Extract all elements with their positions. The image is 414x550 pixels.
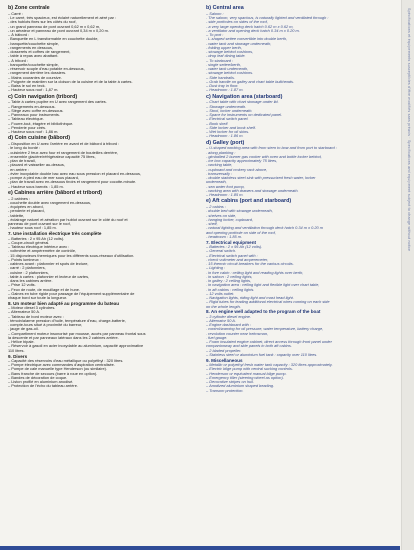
- spec-line: – À bâbord :: [8, 33, 30, 38]
- spec-line: – Tableau électrique.: [8, 117, 44, 122]
- spec-line: – 2 cabines :: [8, 196, 31, 201]
- section-title: c) Coin navigation (tribord): [8, 93, 78, 100]
- spec-line: – Capacité des réservoirs d'eau métallique ou polyéthyl : 320 litres.: [8, 358, 124, 363]
- spec-line: - a very large opening deck hatch 0.62 m x 0.62 m,: [206, 24, 294, 29]
- spec-line: - penderie et placard,: [8, 209, 45, 214]
- section-title: c) Navigation area (starboard): [206, 93, 283, 100]
- spec-line: – Headroom : 1.87 m.: [206, 88, 244, 93]
- spec-line: - hauteur sous roof : 1,85 m.: [8, 226, 57, 231]
- section-title: 9. Divers: [8, 353, 28, 359]
- spec-line: – Penderie pour cirés.: [8, 125, 47, 130]
- spec-line: – Stainless steel or aluminium fuel tank : capacity over 110 litres.: [206, 352, 318, 357]
- spec-line: – Tableau de bord moteur avec :: [8, 314, 64, 319]
- spec-line: - rangement derrière les dossiers.: [8, 71, 67, 76]
- spec-line: la descente et par panneaux latéraux dans les 2 cabines arrière.: [8, 335, 119, 340]
- bottom-accent-bar: [0, 546, 400, 550]
- spec-line: – Metallic or polyethyl fresh water tank capacity : 320 litres approximately.: [206, 363, 333, 368]
- spec-line: – Alternateur 50 A.: [8, 310, 41, 315]
- spec-line: - plan de travail avec en-dessous tiroirs et rangement pour cocotte-minute.: [8, 180, 137, 185]
- spec-line: – Bandes de décoration de coque.: [8, 375, 68, 380]
- spec-line: – General switch.: [206, 249, 237, 254]
- spec-line: underneath,: [206, 180, 227, 185]
- spec-line: . cabines avant : plafonnier et spots de lecture,: [8, 262, 89, 267]
- spec-line: – Saloon :: [206, 11, 224, 16]
- spec-line: - table à repas avec abattant.: [8, 54, 59, 59]
- spec-line: - placard et vaisselier au-dessus,: [8, 163, 65, 168]
- spec-line: – À tribord :: [8, 58, 29, 63]
- spec-columns: [8, 4, 398, 393]
- section-title: e) Aft cabins (port and starboard): [206, 198, 292, 205]
- spec-line: – Baiss le sol en teck.: [8, 84, 46, 89]
- spec-line: . voltmètre et ampèremètre de contrôle,: [8, 249, 77, 254]
- spec-line: – Table à cartes pupitre en U avec rangement des cartes.: [8, 100, 107, 105]
- spec-line: - dosserets et coffres de rangement,: [8, 50, 71, 55]
- spec-line: – Electric bilge pump with central sucking controls.: [206, 367, 293, 372]
- spec-line: – Electrical switch panel.: [206, 117, 249, 122]
- spec-line: – Poignée de maintien sur la cloison de la cuisine et de la table à cartes.: [8, 79, 133, 84]
- spec-line: – Headroom : 1.85 m.: [206, 193, 244, 198]
- spec-line: - sea water foot pump,: [206, 184, 245, 189]
- spec-line: – Liston profilé en aluminium anodisé.: [8, 380, 74, 385]
- spec-line: - water tank and stowage underneath,: [206, 41, 272, 46]
- section-title: 8. An engine well adapted to the program of the boat: [206, 309, 321, 315]
- spec-line: - drop leaf dining table.: [206, 54, 246, 59]
- section-title: b) Central area: [206, 5, 244, 11]
- spec-line: . banquette/couchette simple,: [8, 62, 59, 67]
- spec-line: – Hauteur sous roof : 1,86 m.: [8, 130, 59, 135]
- spec-line: - pompe à pied eau de mer sous placard,: [8, 176, 79, 181]
- spec-line: . in navigation area : ceiling light and flexible light over chart table,: [206, 283, 320, 288]
- spec-line: – Side locker and book shelf.: [206, 125, 256, 130]
- spec-line: – To port :: [206, 33, 224, 38]
- spec-line: - natural lighting and ventilation through deck hatch 0.34 m x 0.20 m: [206, 226, 324, 231]
- spec-line: – Headroom : 1.86 m.: [206, 134, 244, 139]
- spec-line: . dans les cabines arrière.: [8, 279, 53, 284]
- spec-line: . control/warning for oil pressure, water temperature, battery charge,: [206, 327, 324, 332]
- spec-line: . jauge de gas-oil.: [8, 327, 39, 332]
- spec-line: . in galley : 2 ceiling lights,: [206, 279, 252, 284]
- spec-line: – Anodized aluminium shaped beading.: [206, 384, 274, 389]
- spec-line: - réservoir souple d'eau potable en-dessous,: [8, 67, 85, 72]
- spec-line: – Disposition en U avec l'arrière en avant et de bâbord à tribord :: [8, 142, 120, 147]
- section-title: 8. Un moteur bien adapté au programme du bateau: [8, 300, 120, 306]
- spec-line: - working area with drawers and stowage underneath.: [206, 188, 299, 193]
- spec-line: - shelves on side,: [206, 213, 237, 218]
- spec-line: – Hauteur sous roof : 1,87 m.: [8, 88, 59, 93]
- spec-line: - éclairage naturel et aération par hublot ouvrant sur le côté du roof et: [8, 217, 128, 222]
- section-title: 7. Electrical equipment: [206, 239, 257, 245]
- spec-line: . 15 disjoncteurs thermiques pour les différents sous-réseaux d'utilisation.: [8, 253, 135, 258]
- spec-line: . single settee/berth,: [206, 62, 242, 67]
- spec-line: . couchette double avec rangement en-dessous,: [8, 200, 92, 205]
- right-margin-strip: [401, 0, 414, 550]
- spec-line: . compte-tours situé à proximité du barreur,: [8, 323, 83, 328]
- spec-line: – Space for instruments on dedicated panel.: [206, 113, 283, 118]
- spec-line: 110 litres.: [8, 348, 25, 353]
- spec-line: . table à cartes : plafonnier et lecteur de cartes,: [8, 274, 90, 279]
- spec-line: - des hublots fixes sur les côtés du roof,: [8, 20, 77, 25]
- english-column: [206, 4, 398, 393]
- spec-line: – Bans franche de secours (barre à roue en option).: [8, 371, 98, 376]
- spec-line: - a ventilator and opening deck hatch 0.34 m x 0.20 m.: [206, 28, 300, 33]
- spec-line: – Chart table with chart stowage under lid.: [206, 100, 279, 105]
- section-title: d) Coin cuisine (bâbord): [8, 135, 70, 142]
- spec-line: – Prise 12 volts.: [8, 283, 36, 288]
- spec-line: – Rigid tubes for leading additional electrical wires running on each side: [206, 300, 330, 305]
- spec-line: – Dust tray in floor.: [206, 84, 239, 89]
- spec-line: – Protection de l'écho du tableau arrière.: [8, 384, 78, 389]
- spec-line: – Pompe de cale manuelle type Henderson (ou similaire).: [8, 367, 108, 372]
- spec-line: . carré : 2 plafonniers,: [8, 266, 46, 271]
- spec-line: – Réservoir à gasoil en acier inoxydable au aluminium, capacité approximative: [8, 344, 144, 349]
- spec-line: – Rangements en-dessous.: [8, 104, 56, 109]
- spec-line: - folding upper berth,: [206, 45, 242, 50]
- spec-line: . fuel gauge.: [206, 335, 228, 340]
- spec-line: - un grand panneau de pont ouvrant 0,62 m x 0,62 m,: [8, 24, 101, 29]
- spec-line: . revolution counter near helmsman,: [206, 331, 269, 336]
- spec-line: . Banquette en L transformable en couchette double,: [8, 37, 99, 42]
- spec-line: – Coupe-circuit général.: [8, 240, 50, 245]
- spec-line: . L-shaped settee convertible into double berth,: [206, 37, 288, 42]
- spec-line: - working table,: [206, 163, 233, 168]
- spec-line: . 15 thermic circuit breakers for the various circuits.: [206, 262, 294, 267]
- spec-line: – Carré :: [8, 11, 24, 16]
- spec-line: . témoin/alarme pression d'huile, température d'eau, charge-batterie,: [8, 318, 126, 323]
- spec-line: – 12 volts outlet.: [206, 291, 235, 296]
- spec-line: – Batteries : 2 x 95 Ah (12 volts).: [206, 245, 263, 250]
- spec-line: – Side handrails.: [206, 75, 235, 80]
- spec-line: – Grab handle on galley and chart table bulkheads.: [206, 79, 295, 84]
- spec-line: . le long du bordé :: [8, 146, 41, 151]
- spec-line: . check voltmeter and amperemeter,: [206, 257, 269, 262]
- spec-line: – Wet locker for oil skins.: [206, 130, 250, 135]
- spec-line: – Siège avec coffre en-dessous.: [8, 108, 64, 113]
- spec-line: . The saloon, very spacious, is naturally lighted and ventilated through :: [206, 16, 329, 21]
- spec-line: - cuisinière 2 feux avec four et rangement de bouteilles derrière,: [8, 150, 119, 155]
- spec-line: . Le carré, très spacieux, est éclairé naturellement et aéré par :: [8, 16, 117, 21]
- spec-line: - shelf,: [206, 222, 218, 227]
- spec-line: – Stool, locker underneath.: [206, 108, 253, 113]
- spec-line: - ensemble glacière/réfrigérateur capacité 75 litres,: [8, 154, 96, 159]
- spec-line: – Alternator 50 A.: [206, 318, 236, 323]
- spec-line: - side portholes on sides of the roof,: [206, 20, 268, 25]
- spec-line: on the whole length.: [206, 304, 241, 309]
- spec-line: - évier inoxydable double bac avec eau sous pression et placard en-dessous,: [8, 171, 142, 176]
- spec-line: - water tank underneath,: [206, 67, 249, 72]
- spec-line: - headroom : 1.85 m.: [206, 234, 243, 239]
- spec-line: – Gaines en tube rigide pour passage de l'équipement supplémentaire de: [8, 291, 135, 296]
- spec-line: – Panneaux pour instruments.: [8, 113, 60, 118]
- spec-line: – Navigation lights, riding light and mast head light.: [206, 296, 294, 301]
- spec-line: – Feux de route, de mouillage et de hune.: [8, 287, 81, 292]
- spec-line: . cuisine : 2 plafonniers,: [8, 270, 49, 275]
- spec-line: - tablette,: [8, 213, 25, 218]
- spec-line: – Book shelf.: [206, 121, 229, 126]
- spec-line: – Batteries : 2 x 95 Ah (12 volts).: [8, 236, 65, 241]
- spec-line: . in fore cabin : ceiling light and reading lights over berth,: [206, 270, 304, 275]
- spec-line: – 2 bladed propeller.: [206, 348, 242, 353]
- spec-line: – To starboard :: [206, 58, 234, 63]
- spec-line: . transversally :: [206, 171, 233, 176]
- spec-line: - cupboard and crokery rack above,: [206, 167, 268, 172]
- spec-line: panneau de pont ouvrant sur le roof,: [8, 222, 71, 227]
- spec-line: – U-shaped working area with from stern to bow and from port to starboard :: [206, 146, 337, 151]
- spec-line: . in saloon : 2 ceiling lights,: [206, 274, 253, 279]
- spec-line: – Points lumineux :: [8, 257, 41, 262]
- spec-line: - hanging locker, cupboard,: [206, 217, 253, 222]
- spec-line: - rangements en dessous,: [8, 45, 53, 50]
- spec-line: – Lighting :: [206, 266, 226, 271]
- section-title: b) Zone centrale: [8, 5, 50, 11]
- spec-line: – Hélice bipale.: [8, 340, 35, 345]
- spec-line: – Pompe électrique avec commandes d'aspiration centralisée.: [8, 363, 115, 368]
- spec-line: – Mains courantes de coursive.: [8, 75, 62, 80]
- spec-line: . along planking :: [206, 150, 236, 155]
- spec-line: – 3 cylinder diesel engine.: [206, 314, 251, 319]
- spec-line: – Stowage underneath.: [206, 104, 247, 109]
- spec-line: – Tableau électrique intérieur avec :: [8, 245, 70, 250]
- spec-line: . in aft cabins : ceiling lights.: [206, 287, 255, 292]
- spec-line: – Transom protection.: [206, 388, 244, 393]
- spec-line: chaque bord sur toute la longueur.: [8, 296, 68, 301]
- spec-line: - banquette/couchette simple,: [8, 41, 60, 46]
- spec-line: and opening porthole on side of the roof,: [206, 230, 276, 235]
- french-column: [8, 4, 200, 393]
- spec-line: – 2 cabins :: [206, 205, 226, 210]
- spec-line: - gimballed 2 burner gas cooker with oven and bottle locker behind,: [206, 154, 322, 159]
- spec-line: – Moteur diesel 3 cylindres.: [8, 306, 56, 311]
- spec-line: – Engine dashboard with :: [206, 323, 251, 328]
- spec-line: – Henderson or equivalent manual bilge pump.: [206, 371, 287, 376]
- spec-line: – Foam insulated engine cabinet, direct access through front panel under: [206, 340, 332, 345]
- spec-line: - stowage behind cushions,: [206, 50, 254, 55]
- spec-line: - équipées en abord,: [8, 205, 44, 210]
- spec-line: – Compartiment moteur insonorisé par mousse, accès par panneau frontal sous: [8, 331, 146, 336]
- spec-line: – Decorative stripes on hull.: [206, 380, 255, 385]
- spec-line: - un aérateur et panneau de pont ouvrant 0,34 m x 0,20 m.: [8, 28, 110, 33]
- section-title: 9. Miscellaneous: [206, 357, 243, 363]
- spec-line: - ice box capacity approximately 75 litres,: [206, 159, 278, 164]
- spec-line: - double stainless steel sink with pressurized fresh water, locker: [206, 176, 316, 181]
- spec-line: – Electrical switch panel with :: [206, 253, 258, 258]
- section-title: d) Galley (port): [206, 139, 245, 146]
- spec-line: – Fourre-tout, étagère et bibliothèque.: [8, 121, 74, 126]
- spec-line: - plan de travail,: [8, 159, 36, 164]
- spec-line: – Hauteur sous barrots : 1,85 m.: [8, 184, 64, 189]
- spec-line: . double bed with stowage underneath,: [206, 209, 273, 214]
- section-title: 7. Une installation électrique très complète: [8, 231, 102, 237]
- spec-line: companionway and side panels in both aft cabins.: [206, 344, 292, 349]
- spec-line: . en arrière :: [8, 167, 29, 172]
- spec-line: - stowage behind cushions.: [206, 71, 254, 76]
- side-note: Spécifications et équipements susceptibles d'être modifiés sans préavis · Specifications and equipment subject to change without notice: [407, 8, 411, 252]
- spec-line: – Emergency tiller (steering wheel as option).: [206, 375, 284, 380]
- section-title: e) Cabines arrière (bâbord et tribord): [8, 189, 103, 196]
